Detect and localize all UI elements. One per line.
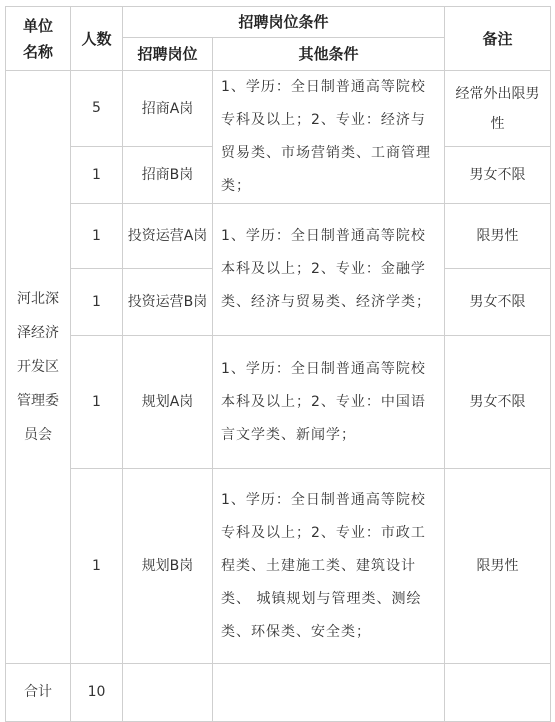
position-cell: 招商B岗	[123, 147, 213, 204]
remark-cell: 男女不限	[445, 147, 551, 204]
conditions-cell: 1、学历：全日制普通高等院校专科及以上；2、专业：经济与贸易类、市场营销类、工商管理类；	[213, 71, 445, 204]
conditions-cell: 1、学历：全日制普通高等院校本科及以上；2、专业：金融学类、经济与贸易类、经济学类；	[213, 204, 445, 336]
position-cell: 规划A岗	[123, 336, 213, 469]
count-cell: 1	[71, 204, 123, 269]
remarks-header: 备注	[445, 7, 551, 71]
empty-cell	[123, 664, 213, 722]
header-row-top	[6, 7, 551, 38]
position-cell: 投资运营B岗	[123, 269, 213, 336]
total-label-cell: 合计	[6, 664, 71, 722]
other-conditions-header: 其他条件	[213, 38, 445, 71]
conditions-cell: 1、学历：全日制普通高等院校专科及以上；2、专业：市政工程类、土建施工类、建筑设计类、 城镇规划与管理类、测绘类、环保类、安全类；	[213, 469, 445, 664]
empty-cell	[445, 664, 551, 722]
position-cell: 投资运营A岗	[123, 204, 213, 269]
table-row	[6, 469, 551, 664]
position-cell: 规划B岗	[123, 469, 213, 664]
count-cell: 1	[71, 336, 123, 469]
conditions-group-header: 招聘岗位条件	[123, 7, 445, 38]
remark-cell: 男女不限	[445, 269, 551, 336]
count-cell: 1	[71, 469, 123, 664]
total-count-cell: 10	[71, 664, 123, 722]
table-row	[6, 204, 551, 269]
count-cell: 1	[71, 147, 123, 204]
remark-cell: 经常外出限男性	[445, 71, 551, 147]
remark-cell: 限男性	[445, 204, 551, 269]
remark-cell: 男女不限	[445, 336, 551, 469]
unit-name-header: 单位名称	[6, 7, 71, 71]
recruitment-table	[5, 6, 551, 722]
unit-cell: 河北深泽经济开发区管理委员会	[6, 71, 71, 664]
empty-cell	[213, 664, 445, 722]
count-cell: 1	[71, 269, 123, 336]
conditions-cell: 1、学历：全日制普通高等院校本科及以上；2、专业：中国语言文学类、新闻学；	[213, 336, 445, 469]
headcount-header: 人数	[71, 7, 123, 71]
table-row	[6, 71, 551, 147]
total-row	[6, 664, 551, 722]
remark-cell: 限男性	[445, 469, 551, 664]
table-row	[6, 336, 551, 469]
position-cell: 招商A岗	[123, 71, 213, 147]
position-header: 招聘岗位	[123, 38, 213, 71]
count-cell: 5	[71, 71, 123, 147]
